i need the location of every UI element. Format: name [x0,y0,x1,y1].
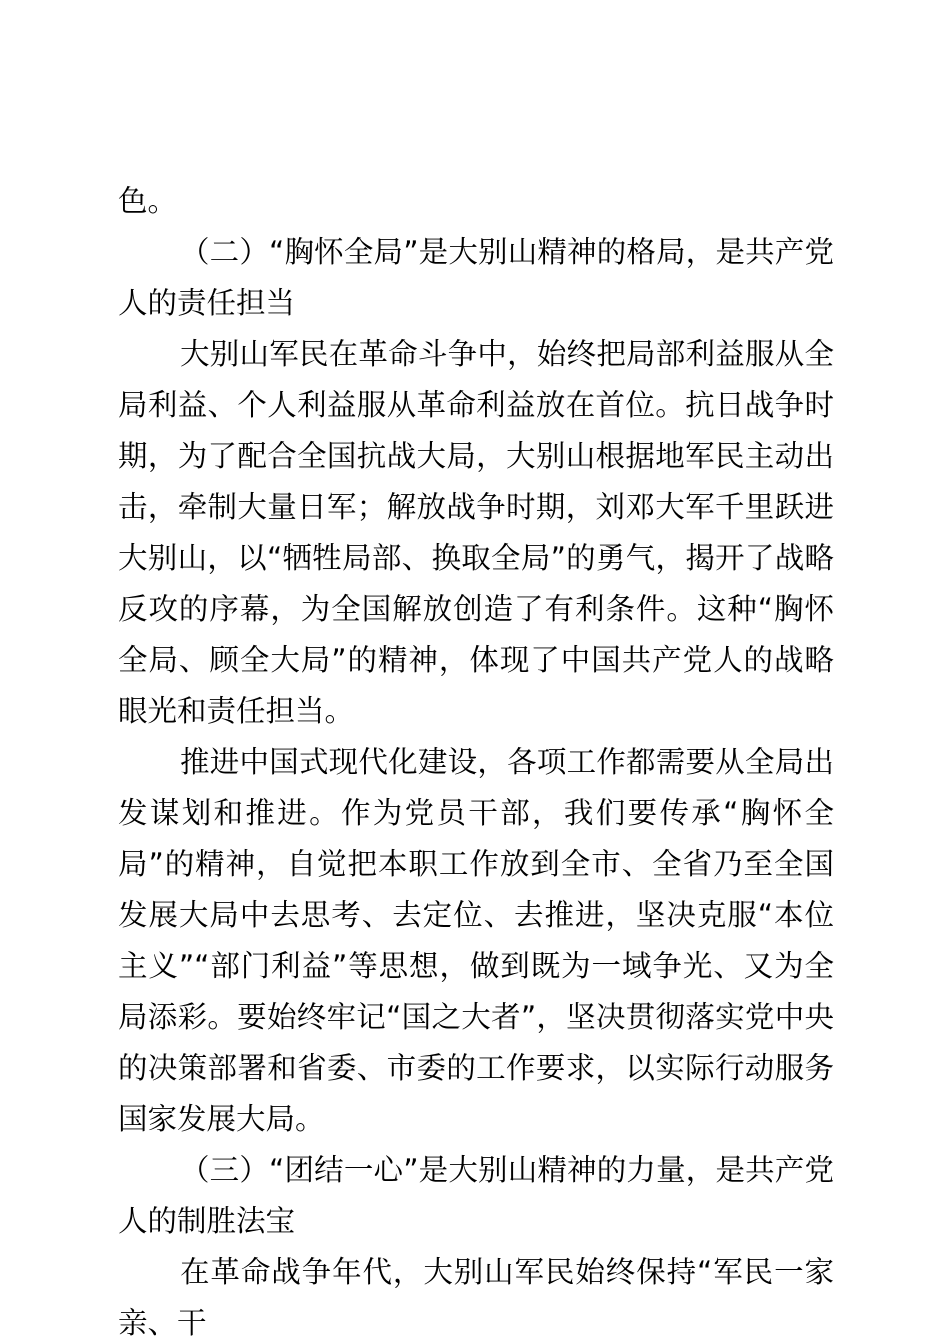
document-text-column [118,176,834,1344]
heading-section-three: （三）“团结一心”是大别山精神的力量，是共产党人的制胜法宝 [118,1153,834,1238]
paragraph-continuation-line: 色。 [118,184,178,218]
body-paragraph-3: 在革命战争年代，大别山军民始终保持“军民一家亲、干 [118,1255,834,1340]
body-paragraph-1: 大别山军民在革命斗争中，始终把局部利益服从全局利益、个人利益服从革命利益放在首位。抗日战争时期，为了配合全国抗战大局，大别山根据地军民主动出击，牵制大量日军；解放战争时期，刘邓大军千里跃进大别山，以“牺牲局部、换取全局”的勇气，揭开了战略反攻的序幕，为全国解放创造了有利条件。这种“胸怀全局、顾全大局”的精神，体现了中国共产党人的战略眼光和责任担当。 [118,337,834,728]
body-paragraph-2: 推进中国式现代化建设，各项工作都需要从全局出发谋划和推进。作为党员干部，我们要传承“胸怀全局”的精神，自觉把本职工作放到全市、全省乃至全国发展大局中去思考、去定位、去推进，坚决克服“本位主义”“部门利益”等思想，做到既为一域争光、又为全局添彩。要始终牢记“国之大者”，坚决贯彻落实党中央的决策部署和省委、市委的工作要求，以实际行动服务国家发展大局。 [118,745,834,1136]
heading-section-two: （二）“胸怀全局”是大别山精神的格局，是共产党人的责任担当 [118,235,834,320]
